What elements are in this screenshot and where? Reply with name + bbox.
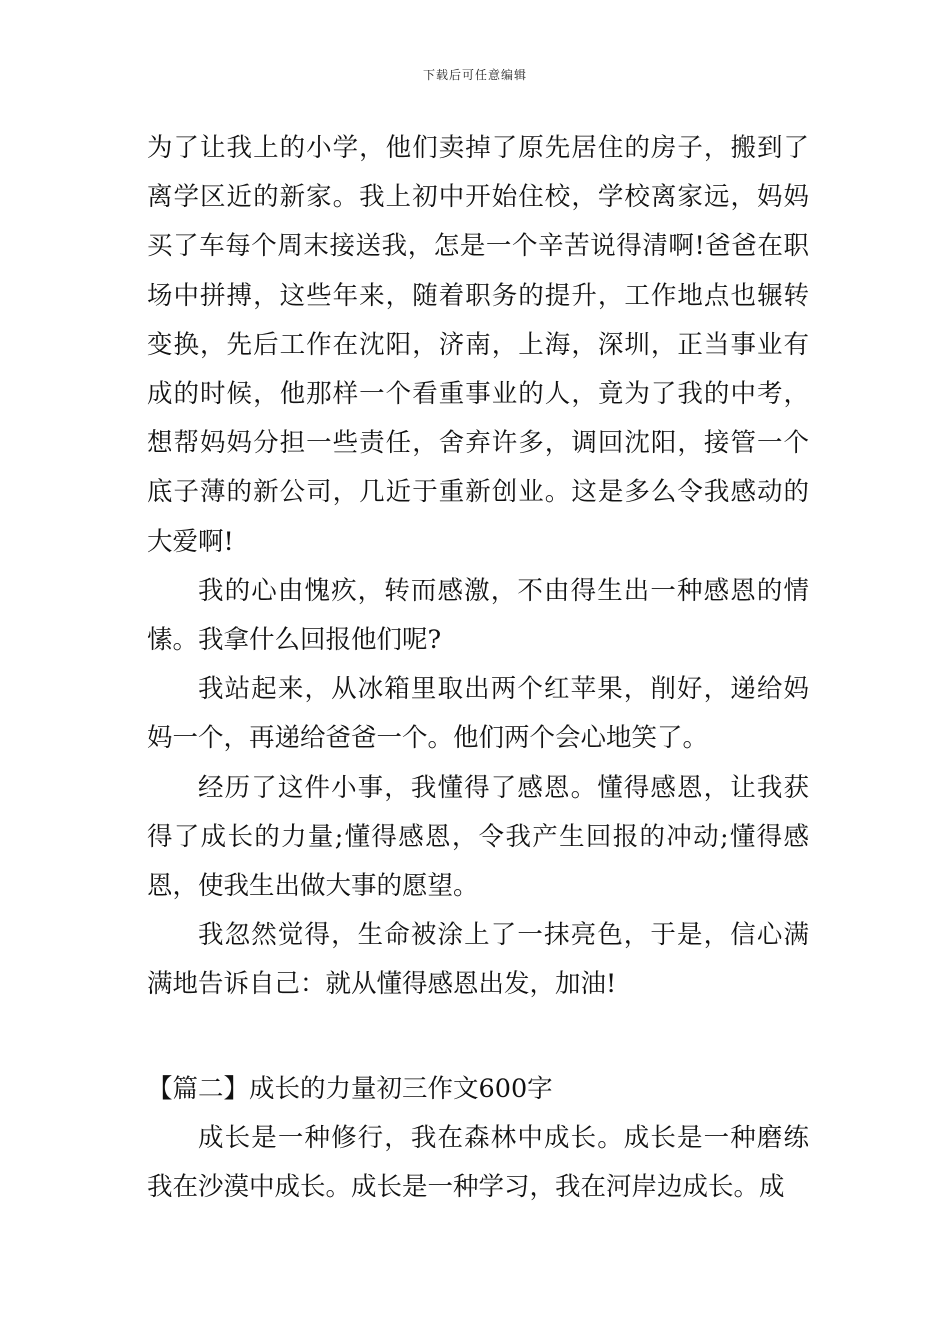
paragraph: 为了让我上的小学，他们卖掉了原先居住的房子，搬到了离学区近的新家。我上初中开始住校，学校离家远，妈妈买了车每个周末接送我，怎是一个辛苦说得清啊!爸爸在职场中拼搏，这些年来，随着职务的提升，工作地点也辗转变换，先后工作在沈阳，济南，上海，深圳，正当事业有成的时候，他那样一个看重事业的人，竟为了我的中考，想帮妈妈分担一些责任，舍弃许多，调回沈阳，接管一个底子薄的新公司，几近于重新创业。这是多么令我感动的大爱啊! <box>147 133 809 557</box>
paragraph: 经历了这件小事，我懂得了感恩。懂得感恩，让我获得了成长的力量;懂得感恩，令我产生回报的冲动;懂得感恩，使我生出做大事的愿望。 <box>147 772 809 902</box>
section-heading: 【篇二】成长的力量初三作文600字 <box>147 1073 553 1104</box>
paragraph: 成长是一种修行，我在森林中成长。成长是一种磨练我在沙漠中成长。成长是一种学习，我在河岸边成长。成 <box>147 1122 809 1203</box>
paragraph: 我的心由愧疚，转而感激，不由得生出一种感恩的情愫。我拿什么回报他们呢? <box>147 575 809 656</box>
document-body <box>147 124 809 1212</box>
header-note: 下载后可任意编辑 <box>422 68 527 82</box>
section-spacer <box>147 1010 809 1065</box>
paragraph: 我站起来，从冰箱里取出两个红苹果，削好，递给妈妈一个，再递给爸爸一个。他们两个会心地笑了。 <box>147 674 809 754</box>
paragraph: 我忽然觉得，生命被涂上了一抹亮色，于是，信心满满地告诉自己：就从懂得感恩出发，加油! <box>147 920 809 1000</box>
